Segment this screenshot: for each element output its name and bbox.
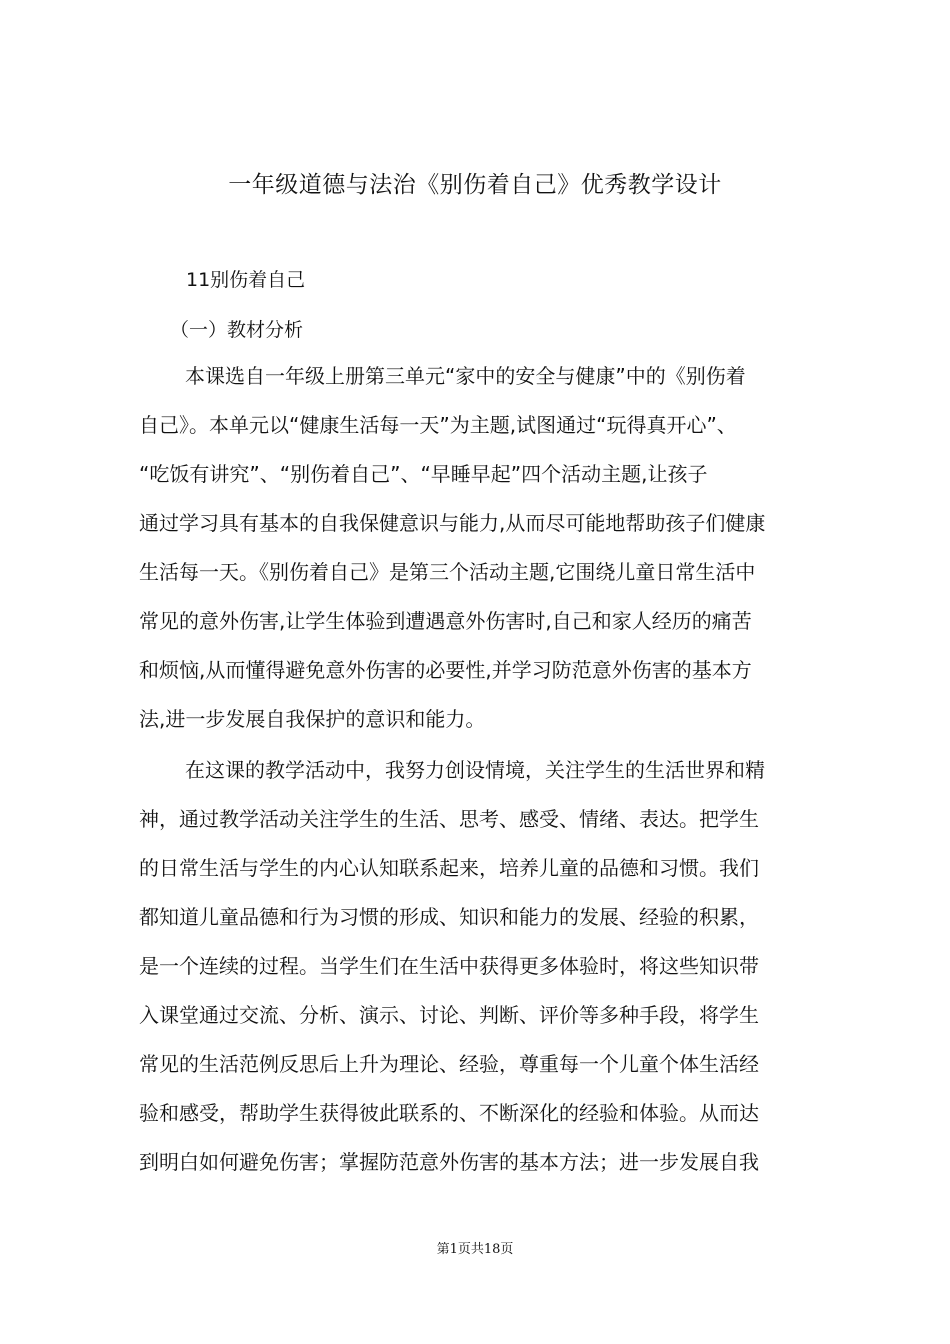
paragraph-line: 在这课的教学活动中，我努力创设情境，关注学生的生活世界和精 [185,758,765,782]
paragraph-teaching-activity [139,746,823,1187]
paragraph-line: 常见的意外伤害,让学生体验到遭遇意外伤害时,自己和家人经历的痛苦 [139,609,752,633]
paragraph-line: “吃饭有讲究”、“别伤着自己”、“早睡早起”四个活动主题,让孩子 [139,462,708,486]
paragraph-textbook-analysis [139,352,823,744]
paragraph-line: 生活每一天。《别伤着自己》是第三个活动主题,它围绕儿童日常生活中 [139,560,756,584]
paragraph-line: 常见的生活范例反思后上升为理论、经验，尊重每一个儿童个体生活经 [139,1052,759,1076]
section-title: 11别伤着自己 [186,269,306,291]
paragraph-line: 到明白如何避免伤害；掌握防范意外伤害的基本方法；进一步发展自我 [139,1150,759,1174]
paragraph-line: 是一个连续的过程。当学生们在生活中获得更多体验时，将这些知识带 [139,954,759,978]
paragraph-line: 自己》。本单元以“健康生活每一天”为主题,试图通过“玩得真开心”、 [139,413,737,437]
paragraph-line: 验和感受，帮助学生获得彼此联系的、不断深化的经验和体验。从而达 [139,1101,759,1125]
paragraph-line: 和烦恼,从而懂得避免意外伤害的必要性,并学习防范意外伤害的基本方 [139,658,752,682]
document-title: 一年级道德与法治《别伤着自己》优秀教学设计 [228,172,722,198]
section-subtitle: （一）教材分析 [170,319,304,341]
page-footer: 第1页共18页 [436,1242,514,1257]
paragraph-line: 法,进一步发展自我保护的意识和能力。 [139,707,486,731]
paragraph-line: 通过学习具有基本的自我保健意识与能力,从而尽可能地帮助孩子们健康 [139,511,766,535]
paragraph-line: 的日常生活与学生的内心认知联系起来，培养儿童的品德和习惯。我们 [139,856,759,880]
paragraph-line: 都知道儿童品德和行为习惯的形成、知识和能力的发展、经验的积累， [139,905,759,929]
paragraph-line: 神，通过教学活动关注学生的生活、思考、感受、情绪、表达。把学生 [139,807,759,831]
paragraph-line: 本课选自一年级上册第三单元“家中的安全与健康”中的《别伤着 [185,364,746,388]
paragraph-line: 入课堂通过交流、分析、演示、讨论、判断、评价等多种手段，将学生 [139,1003,759,1027]
